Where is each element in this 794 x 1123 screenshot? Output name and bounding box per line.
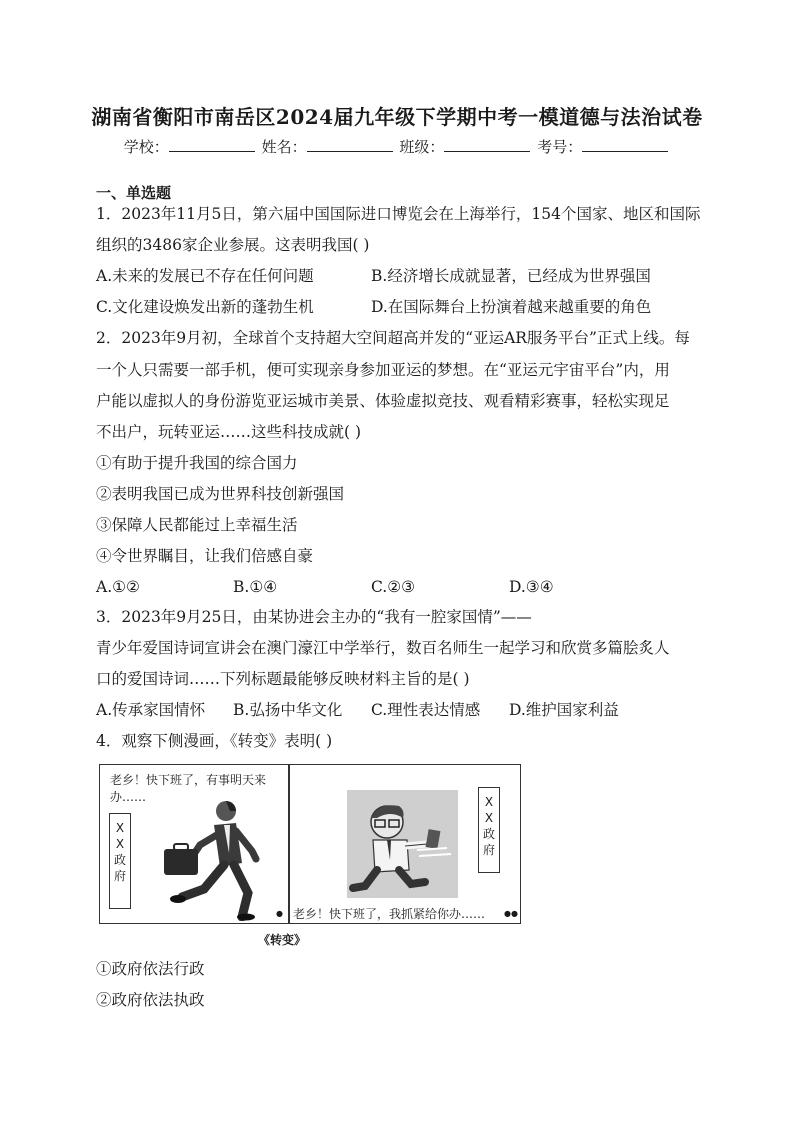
name-blank [307, 137, 393, 152]
comic-caption-left: 老乡！快下班了，有事明天来办…… [110, 773, 267, 804]
running-official-figure [134, 793, 284, 921]
q2-line: 2．2023年9月初，全球首个支持超大空间超高并发的“亚运AR服务平台”正式上线。每 [96, 329, 690, 347]
q3-line: 口的爱国诗词……下列标题最能够反映材料主旨的是( ) [96, 670, 470, 688]
panel-number-dots: ●● [504, 909, 518, 918]
q2-line: 户能以虚拟人的身份游览亚运城市美景、体验虚拟竞技、观看精彩赛事，轻松实现足 [96, 392, 670, 410]
q3-option-d: D.维护国家利益 [509, 701, 619, 719]
q2-item: ③保障人民都能过上幸福生活 [96, 516, 298, 534]
school-label: 学校： [123, 138, 169, 156]
school-blank [169, 137, 255, 152]
section-title: 一、单选题 [96, 184, 172, 202]
q1-option-d: D.在国际舞台上扮演着越来越重要的角色 [371, 298, 652, 316]
right-panel-photo [347, 790, 458, 898]
q1-line: 1．2023年11月5日，第六届中国国际进口博览会在上海举行，154个国家、地区和国际 [96, 205, 701, 223]
q2-option-a: A.①② [96, 578, 140, 596]
student-info-row [0, 136, 794, 157]
exam-number-label: 考号： [537, 138, 583, 156]
comic-illustration [99, 764, 521, 924]
name-label: 姓名： [261, 138, 307, 156]
q2-item: ④令世界瞩目，让我们倍感自豪 [96, 547, 314, 565]
q1-line: 组织的3486家企业参展。这表明我国( ) [96, 236, 370, 254]
q1-option-b: B.经济增长成就显著，已经成为世界强国 [371, 267, 651, 285]
q3-line: 3．2023年9月25日，由某协进会主办的“我有一腔家国情”—— [96, 608, 532, 626]
q2-item: ②表明我国已成为世界科技创新强国 [96, 485, 345, 503]
class-blank [444, 137, 530, 152]
q2-line: 一个人只需要一部手机，便可实现亲身参加亚运的梦想。在“亚运元宇宙平台”内，用 [96, 361, 670, 379]
government-sign-right: X X 政 府 [478, 787, 500, 873]
q2-option-c: C.②③ [371, 578, 416, 596]
class-label: 班级： [399, 138, 445, 156]
exam-number-blank [582, 137, 668, 152]
comic-caption-right: 老乡！快下班了，我抓紧给你办…… [293, 907, 486, 921]
q4-item: ①政府依法行政 [96, 960, 205, 978]
q3-option-c: C.理性表达情感 [371, 701, 481, 719]
q4-line: 4．观察下侧漫画，《转变》表明( ) [96, 732, 333, 750]
q1-option-a: A.未来的发展已不存在任何问题 [96, 267, 314, 285]
q2-item: ①有助于提升我国的综合国力 [96, 454, 298, 472]
q3-line: 青少年爱国诗词宣讲会在澳门濠江中学举行，数百名师生一起学习和欣赏多篇脍炙人 [96, 639, 670, 657]
comic-title: 《转变》 [258, 933, 307, 947]
panel-number-dot: ● [276, 909, 283, 918]
page-title: 湖南省衡阳市南岳区2024届九年级下学期中考一模道德与法治试卷 [91, 105, 703, 129]
q2-line: 不出户，玩转亚运……这些科技成就( ) [96, 423, 362, 441]
q1-option-c: C.文化建设焕发出新的蓬勃生机 [96, 298, 314, 316]
government-sign-left: X X 政 府 [109, 813, 131, 909]
q4-item: ②政府依法执政 [96, 991, 205, 1009]
q3-option-b: B.弘扬中华文化 [233, 701, 343, 719]
panel-divider [288, 765, 290, 923]
q3-option-a: A.传承家国情怀 [96, 701, 206, 719]
q2-option-b: B.①④ [233, 578, 278, 596]
q2-option-d: D.③④ [509, 578, 554, 596]
